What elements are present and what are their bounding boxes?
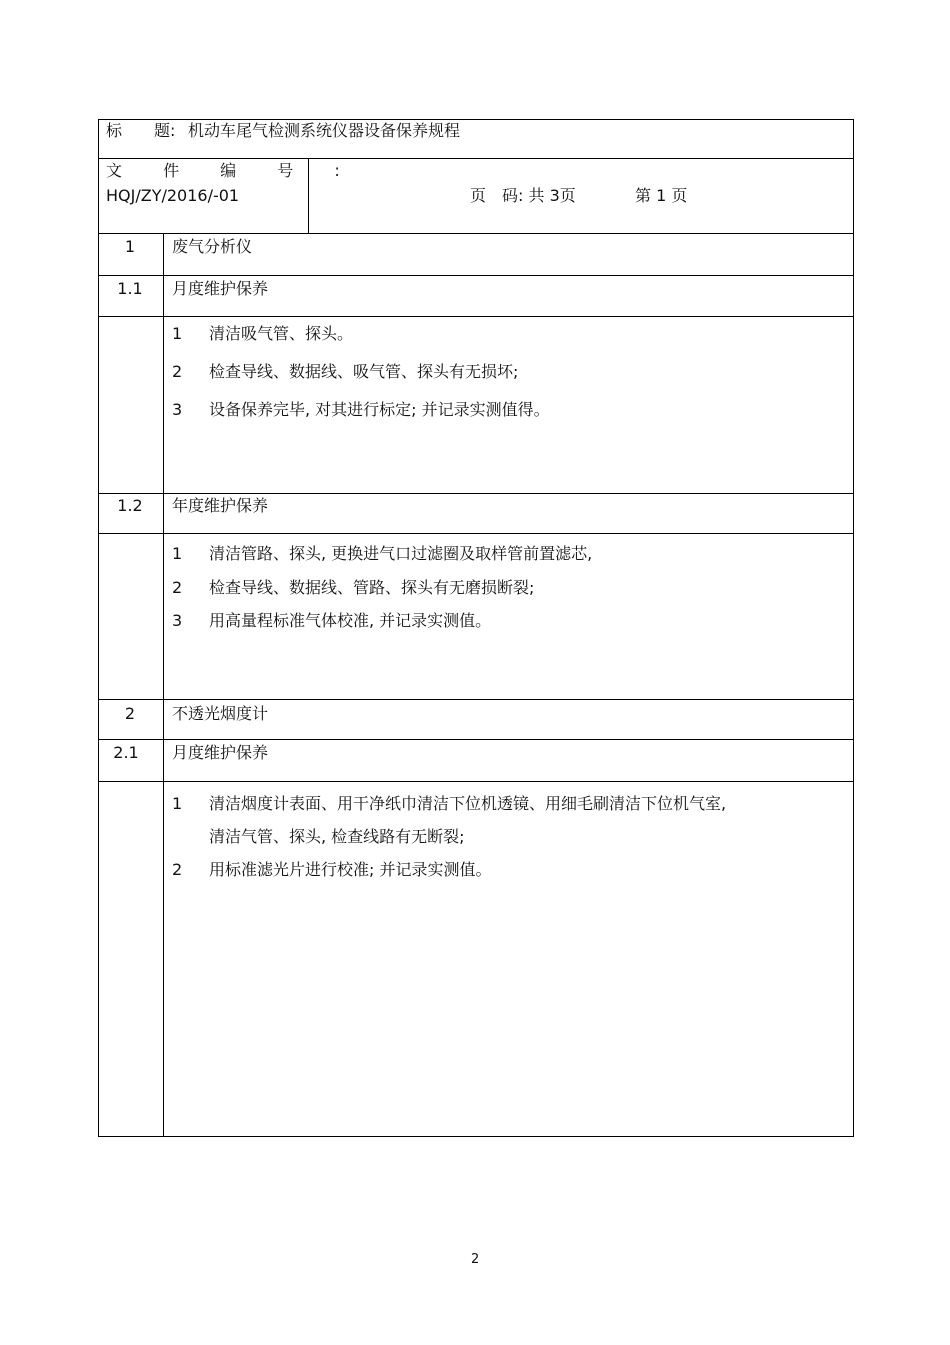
- section-title: 废气分析仪: [172, 237, 253, 256]
- item-number: 1: [172, 794, 183, 813]
- row-divider: [98, 699, 854, 700]
- item-number: 3: [172, 400, 183, 419]
- title-label: 标 题:: [106, 121, 176, 140]
- row-divider: [98, 158, 854, 159]
- row-divider: [98, 275, 854, 276]
- item-number: 1: [172, 324, 183, 343]
- section-number: 1: [124, 237, 136, 256]
- row-divider: [98, 233, 854, 234]
- doc-number-label: 文 件 编 号 :: [106, 161, 358, 180]
- item-text: 清洁烟度计表面、用干净纸巾清洁下位机透镜、用细毛刷清洁下位机气室,: [209, 794, 727, 813]
- item-number: 2: [172, 578, 183, 597]
- section-title: 月度维护保养: [172, 279, 269, 298]
- item-text: 清洁管路、探头, 更换进气口过滤圈及取样管前置滤芯,: [209, 544, 593, 563]
- item-text: 检查导线、数据线、管路、探头有无磨损断裂;: [209, 578, 535, 597]
- item-text: 用高量程标准气体校准, 并记录实测值。: [209, 611, 492, 630]
- section-title: 年度维护保养: [172, 496, 269, 515]
- item-text-continued: 清洁气管、探头, 检查线路有无断裂;: [209, 827, 465, 846]
- row-divider: [98, 533, 854, 534]
- row-divider: [98, 493, 854, 494]
- item-text: 清洁吸气管、探头。: [209, 324, 354, 343]
- section-number: 1.2: [117, 496, 143, 515]
- page-number: 2: [471, 1252, 480, 1267]
- number-col-divider: [163, 233, 164, 1137]
- document-title: 机动车尾气检测系统仪器设备保养规程: [188, 121, 461, 140]
- doc-number: HQJ/ZY/2016/-01: [106, 186, 240, 205]
- page-info: 页 码: 共 3页: [470, 186, 576, 205]
- item-number: 2: [172, 362, 183, 381]
- page-current: 第 1 页: [635, 186, 688, 205]
- item-number: 3: [172, 611, 183, 630]
- row-divider: [98, 739, 854, 740]
- item-number: 2: [172, 860, 183, 879]
- section-title: 月度维护保养: [172, 743, 269, 762]
- item-text: 检查导线、数据线、吸气管、探头有无损坏;: [209, 362, 519, 381]
- row-divider: [98, 781, 854, 782]
- section-number: 2: [124, 704, 136, 723]
- item-text: 设备保养完毕, 对其进行标定; 并记录实测值得。: [209, 400, 550, 419]
- section-title: 不透光烟度计: [172, 704, 269, 723]
- section-number: 2.1: [113, 743, 139, 762]
- row-divider: [98, 316, 854, 317]
- item-number: 1: [172, 544, 183, 563]
- item-text: 用标准滤光片进行校准; 并记录实测值。: [209, 860, 492, 879]
- section-number: 1.1: [117, 279, 143, 298]
